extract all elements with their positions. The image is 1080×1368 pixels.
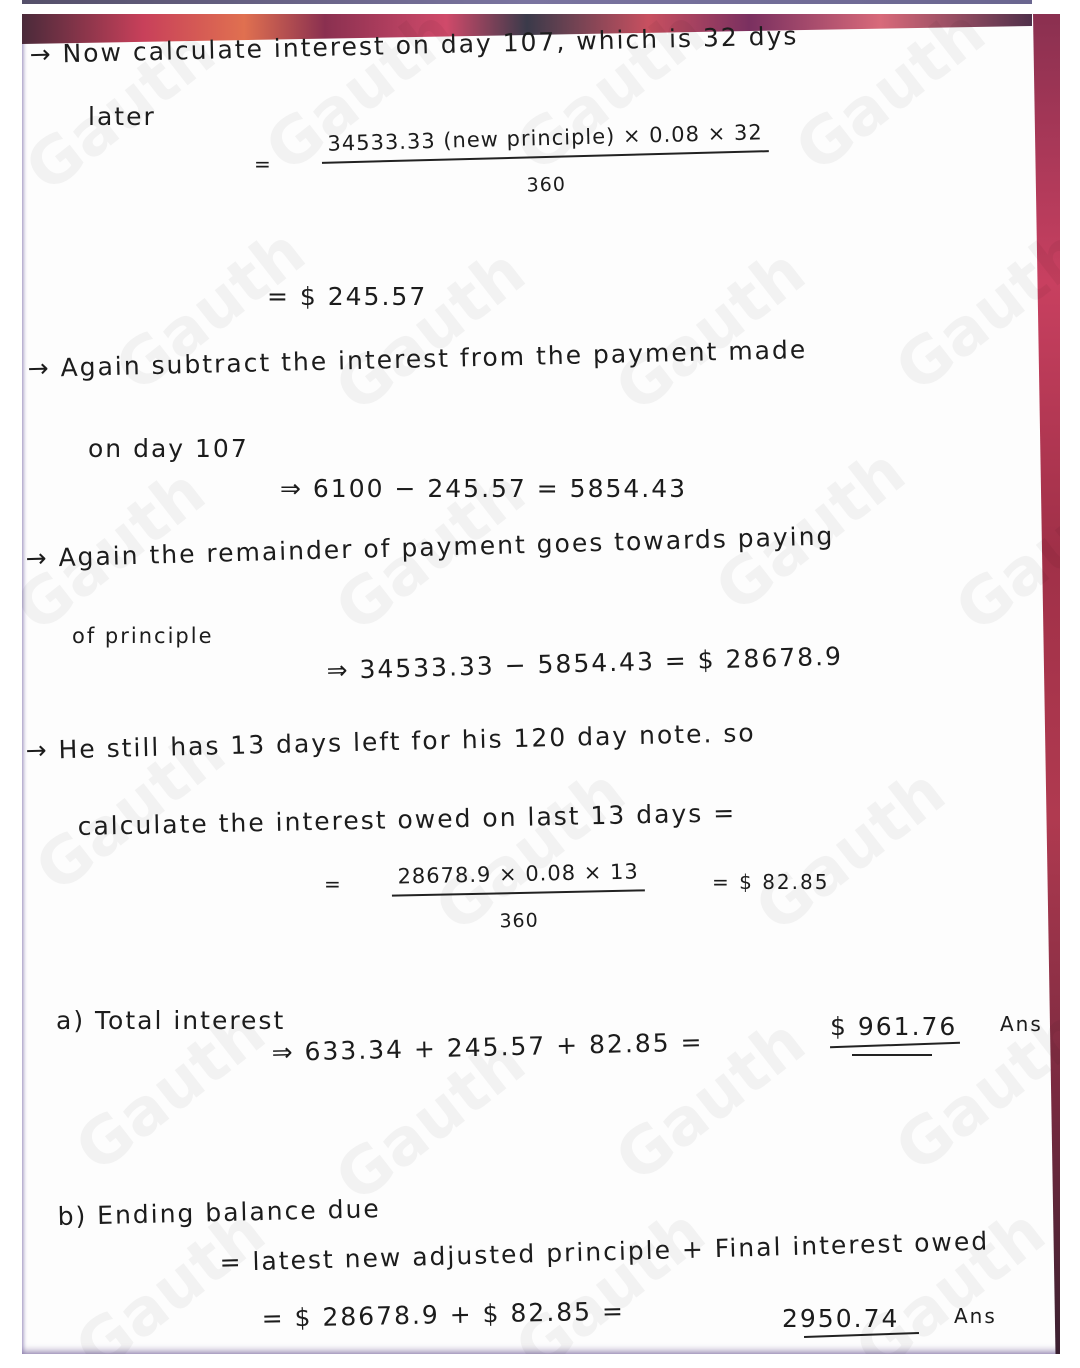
formula-denominator: 360 [526, 173, 567, 197]
answer-b-label: b) Ending balance due [57, 1194, 382, 1231]
interest-formula-last-13-days [391, 859, 646, 934]
step-last-13-days-line2: calculate the interest owed on last 13 days = [77, 798, 737, 841]
total-interest-calculation: ⇒ 633.34 + 245.57 + 82.85 = [271, 1027, 704, 1067]
handwritten-notes-photo [22, 14, 1060, 1354]
interest-formula-day-107 [321, 120, 770, 202]
principal-remaining-calculation: ⇒ 34533.33 − 5854.43 = $ 28678.9 [326, 641, 844, 685]
step-remainder-line2: of principle [72, 624, 214, 648]
photo-background-strip [22, 0, 1032, 4]
step-subtract-interest-line1: → Again subtract the interest from the payment made [27, 334, 808, 383]
step-interest-day-107-line1: → Now calculate interest on day 107, which is 32 dys [29, 21, 799, 69]
answer-underline [830, 1042, 960, 1049]
interest-result-last-13-days: = $ 82.85 [712, 870, 830, 894]
formula-prefix: = [324, 872, 343, 896]
answer-suffix: Ans [1000, 1012, 1043, 1036]
watermark [782, 14, 999, 187]
step-last-13-days-line1: → He still has 13 days left for his 120 day note. so [25, 718, 756, 765]
total-interest-answer: $ 961.76 [830, 1012, 958, 1041]
ending-balance-explanation: = latest new adjusted principle + Final interest owed [219, 1226, 990, 1277]
watermark [322, 235, 539, 427]
formula-numerator: 34533.33 (new principle) × 0.08 × 32 [321, 120, 769, 164]
ending-balance-calculation: = $ 28678.9 + $ 82.85 = [261, 1296, 626, 1333]
answer-underline [852, 1054, 932, 1056]
formula-numerator: 28678.9 × 0.08 × 13 [391, 859, 645, 896]
answer-suffix: Ans [954, 1304, 997, 1328]
watermark [882, 215, 1060, 407]
notebook-cover-edge-right [1030, 14, 1060, 1354]
ending-balance-answer: 2950.74 [782, 1304, 900, 1333]
step-subtract-interest-line2: on day 107 [88, 434, 249, 463]
interest-result-day-107: = $ 245.57 [267, 282, 428, 311]
watermark [502, 1195, 719, 1354]
formula-prefix: = [254, 152, 273, 176]
watermark [742, 755, 959, 947]
step-remainder-line1: → Again the remainder of payment goes towards paying [25, 521, 835, 573]
formula-denominator: 360 [499, 909, 539, 933]
answer-a-label: a) Total interest [56, 1006, 286, 1035]
subtract-interest-calculation: ⇒ 6100 − 245.57 = 5854.43 [280, 474, 688, 503]
step-interest-day-107-line2: later [88, 102, 156, 131]
watermark [602, 235, 819, 427]
